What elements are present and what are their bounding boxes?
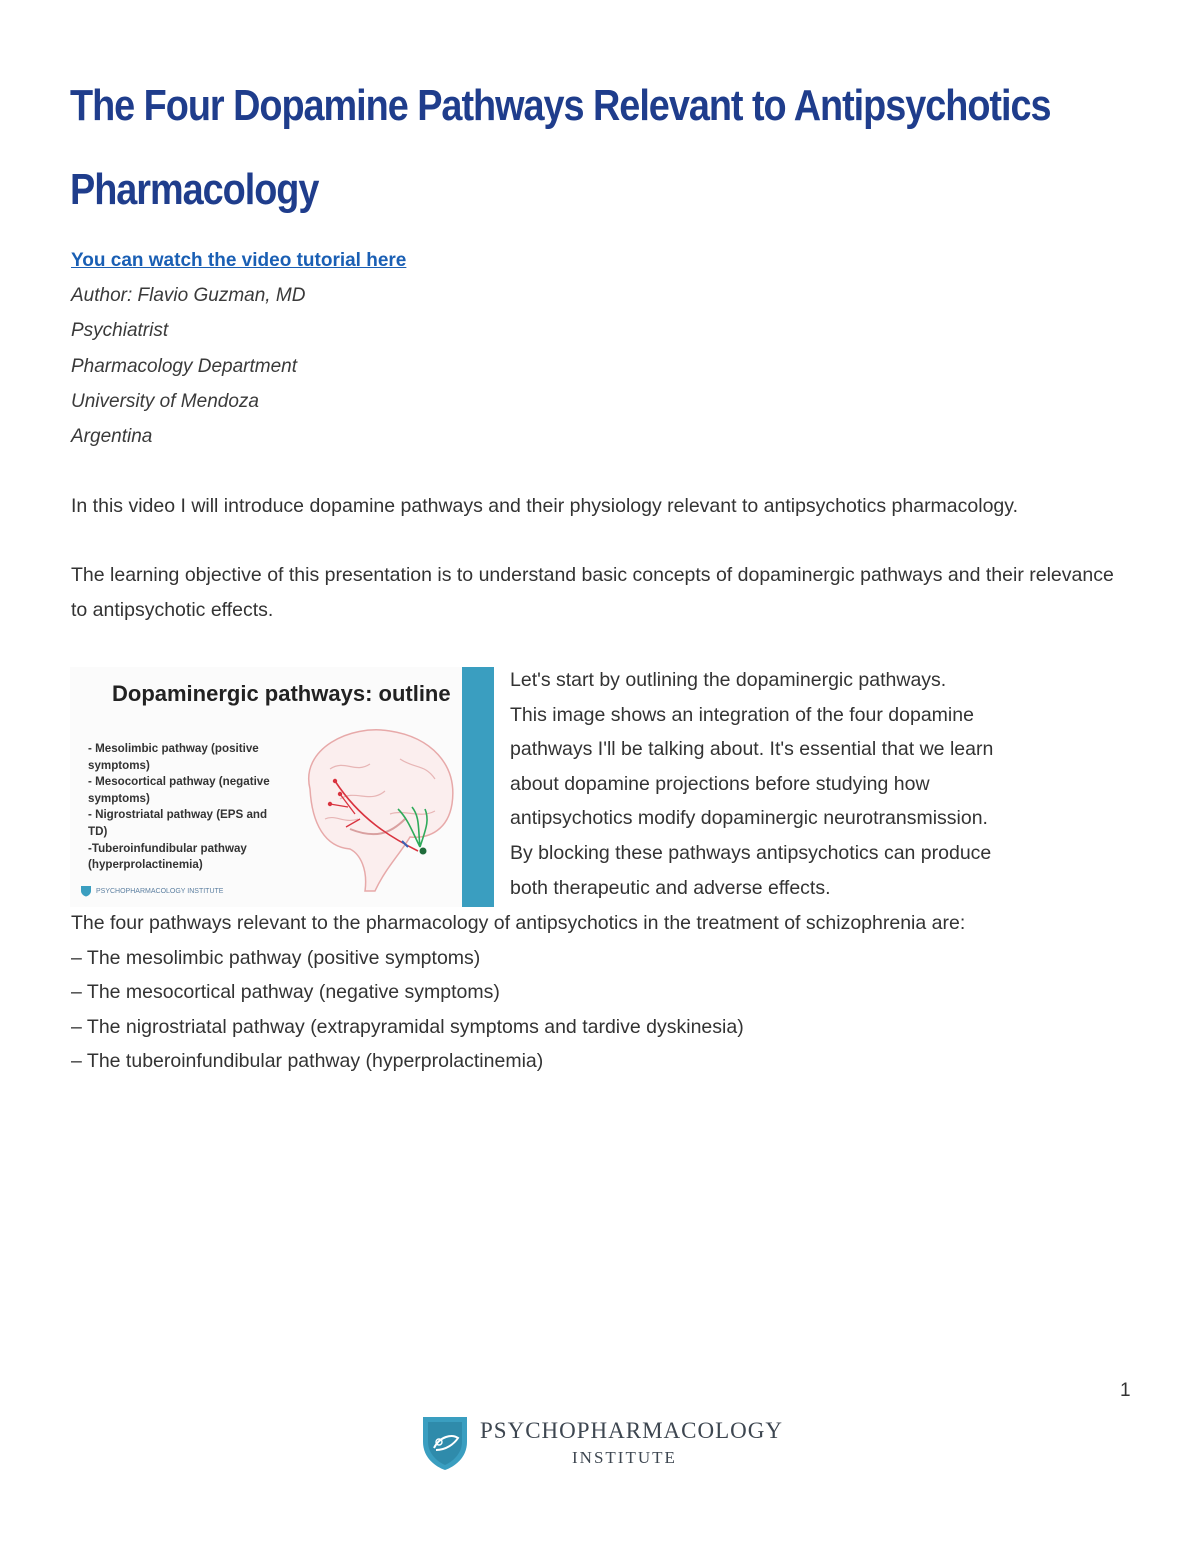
slide-logo-text: PSYCHOPHARMACOLOGY INSTITUTE <box>96 887 224 895</box>
slide-image <box>70 667 494 907</box>
intro-paragraph: In this video I will introduce dopamine pathways and their physiology relevant to antipsychotics pharmacology. <box>71 495 1018 517</box>
pathway-item: – The nigrostriatal pathway (extrapyramidal symptoms and tardive dyskinesia) <box>71 1015 744 1038</box>
text-line: By blocking these pathways antipsychotics can produce <box>510 841 992 864</box>
slide-list-item: (hyperprolactinemia) <box>88 858 203 872</box>
text-line: about dopamine projections before studying how <box>510 772 930 795</box>
slide-accent-bar <box>462 667 494 907</box>
pathway-item: – The tuberoinfundibular pathway (hyperprolactinemia) <box>71 1050 544 1073</box>
author-university: University of Mendoza <box>71 390 259 412</box>
text-line: This image shows an integration of the four dopamine <box>510 703 974 726</box>
pathway-item: – The mesocortical pathway (negative symptoms) <box>71 981 500 1004</box>
page-number: 1 <box>1120 1380 1131 1401</box>
slide-list-item: TD) <box>88 824 108 838</box>
shield-icon <box>80 885 92 897</box>
text-line: pathways I'll be talking about. It's essential that we learn <box>510 738 994 761</box>
logo-line-1: PSYCHOPHARMACOLOGY <box>480 1418 783 1443</box>
text-line: Let's start by outlining the dopaminergic pathways. <box>510 669 947 691</box>
institute-shield-icon <box>420 1414 470 1472</box>
slide-description <box>510 663 1130 905</box>
text-line: antipsychotics modify dopaminergic neurotransmission. <box>510 807 988 830</box>
slide-title: Dopaminergic pathways: outline <box>112 681 451 706</box>
slide-list-item: -Tuberoinfundibular pathway <box>88 841 247 855</box>
author-name: Author: Flavio Guzman, MD <box>71 285 306 307</box>
page-title: The Four Dopamine Pathways Relevant to Antipsychotics Pharmacology <box>70 81 1051 214</box>
author-role: Psychiatrist <box>71 320 169 342</box>
text-line: both therapeutic and adverse effects. <box>510 876 831 899</box>
pathways-section <box>71 906 1131 1079</box>
author-country: Argentina <box>71 426 153 448</box>
slide-list <box>88 741 288 874</box>
brain-icon <box>280 719 470 899</box>
objective-paragraph: The learning objective of this presentation is to understand basic concepts of dopaminergic pathways and their relevance to antipsychotic effects. <box>71 564 1114 621</box>
slide-logo <box>80 885 223 897</box>
pathway-item: – The mesolimbic pathway (positive symptoms) <box>71 946 481 969</box>
logo-line-2: INSTITUTE <box>572 1448 677 1467</box>
slide-list-item: symptoms) <box>88 758 150 772</box>
slide-list-item: symptoms) <box>88 791 150 805</box>
author-department: Pharmacology Department <box>71 355 297 377</box>
slide-list-item: - Mesocortical pathway (negative <box>88 775 270 789</box>
author-block <box>71 243 406 454</box>
slide-list-item: - Mesolimbic pathway (positive <box>88 742 259 755</box>
pathways-intro: The four pathways relevant to the pharmacology of antipsychotics in the treatment of schizophrenia are: <box>71 912 966 934</box>
video-tutorial-link[interactable]: You can watch the video tutorial here <box>71 250 407 271</box>
footer-logo <box>420 1412 800 1474</box>
slide-list-item: - Nigrostriatal pathway (EPS and <box>88 808 268 822</box>
